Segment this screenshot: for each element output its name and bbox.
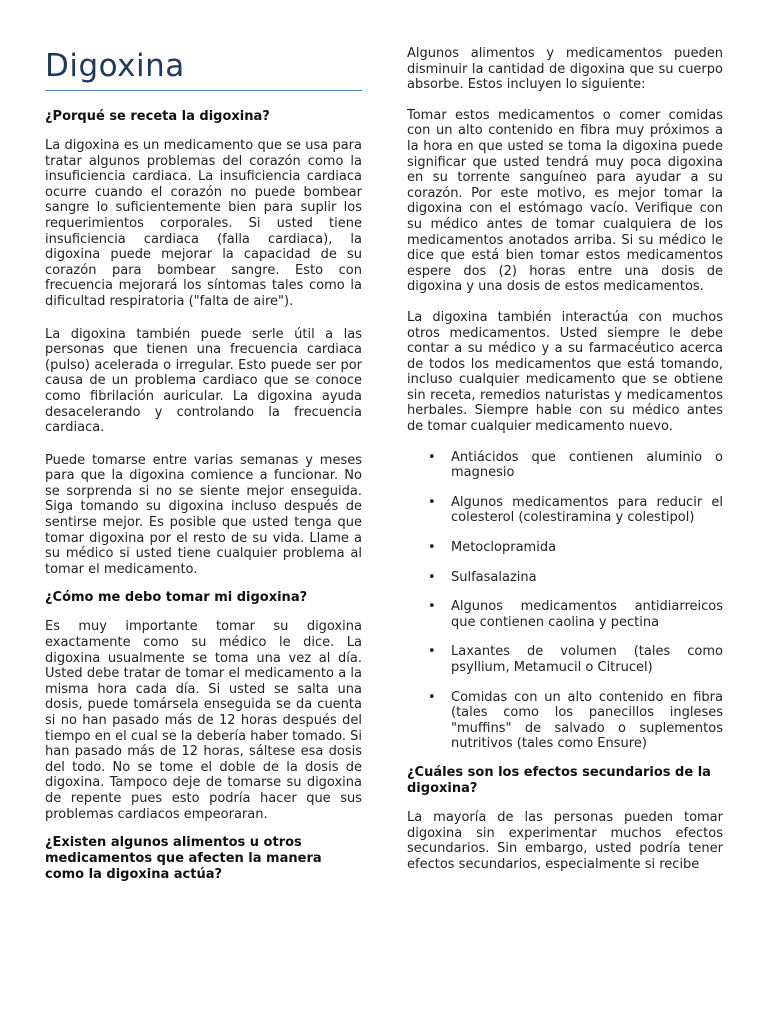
page-title: Digoxina (45, 47, 362, 91)
list-item: • Comidas con un alto contenido en fibra (tales como los panecillos ingleses "muffins" de salvado o suplementos nutritivos (tales como Ensure) (407, 690, 723, 752)
paragraph-what-is: La digoxina es un medicamento que se usa para tratar algunos problemas del corazón como la insuficiencia cardiaca. La insuficiencia cardiaca ocurre cuando el corazón no puede bombear sangre lo suficientemente bien para suplir los requerimientos corporales. Si usted tiene insuficiencia cardiaca (falla cardiaca), la digoxina puede mejorar la capacidad de su corazón para bombear sangre. Esto con frecuencia mejorará los síntomas tales como la dificultad respiratoria ("falta de aire"). (45, 138, 362, 309)
list-item: • Laxantes de volumen (tales como psyllium, Metamucil o Citrucel) (407, 644, 723, 675)
interaction-list (407, 450, 723, 752)
paragraph-side-effects: La mayoría de las personas pueden tomar digoxina sin experimentar muchos efectos secundarios. Sin embargo, usted podría tener efectos secundarios, especialmente si recibe (407, 809, 723, 872)
list-item: • Algunos medicamentos antidiarreicos que contienen caolina y pectina (407, 599, 723, 630)
paragraph-dosing: Es muy importante tomar su digoxina exactamente como su médico le dice. La digoxina usualmente se toma una vez al día. Usted debe tratar de tomar el medicamento a la misma hora cada día. Si usted se salta una dosis, puede tomársela enseguida se da cuenta si no han pasado más de 12 horas después del tiempo en el cual se la debería haber tomado. Si han pasado más de 12 horas, sáltese esa dosis del todo. No se tome el doble de la dosis de digoxina. Tampoco deje de tomarse su digoxina de repente pues esto podría hacer que sus problemas cardiacos empeoraran. (45, 619, 362, 822)
section-heading-side-effects: ¿Cuáles son los efectos secundarios de la digoxina? (407, 764, 711, 796)
paragraph-heart-rate: La digoxina también puede serle útil a las personas que tienen una frecuencia cardiaca (pulso) acelerada o irregular. Esto puede ser por causa de un problema cardiaco que se conoce como fibrilación auricular. La digoxina ayuda desacelerando y controlando la frecuencia cardiaca. (45, 326, 362, 436)
left-column (45, 0, 362, 883)
list-item: • Antiácidos que contienen aluminio o magnesio (407, 450, 723, 481)
paragraph-fiber-timing: Tomar estos medicamentos o comer comidas con un alto contenido en fibra muy próximos a la hora en que usted se toma la digoxina puede significar que usted tendrá muy poca digoxina en su torrente sanguíneo para ayudar a su corazón. Por este motivo, es mejor tomar la digoxina con el estómago vacío. Verifique con su médico antes de tomar cualquiera de los medicamentos anotados arriba. Si su médico le dice que está bien tomar estos medicamentos espere dos (2) horas entre una dosis de digoxina y una dosis de estos medicamentos. (407, 107, 723, 295)
list-item: • Algunos medicamentos para reducir el colesterol (colestiramina y colestipol) (407, 495, 723, 526)
list-item: • Sulfasalazina (407, 570, 723, 586)
section-heading-how-to-take: ¿Cómo me debo tomar mi digoxina? (45, 590, 308, 606)
paragraph-time-to-work: Puede tomarse entre varias semanas y meses para que la digoxina comience a funcionar. No se sorprenda si no se siente mejor enseguida. Siga tomando su digoxina incluso después de sentirse mejor. Es posible que usted tenga que tomar digoxina por el resto de su vida. Llame a su médico si usted tiene cualquier problema al tomar el medicamento. (45, 452, 362, 577)
paragraph-other-interactions: La digoxina también interactúa con muchos otros medicamentos. Usted siempre le debe contar a su médico y a su farmacéutico acerca de todos los medicamentos que está tomando, incluso cualquier medicamento que se obtiene sin receta, remedios naturistas y medicamentos herbales. Siempre hable con su médico antes de tomar cualquier medicamento nuevo. (407, 309, 723, 435)
section-heading-interactions: ¿Existen algunos alimentos u otros medicamentos que afecten la manera como la digoxina actúa? (45, 835, 322, 883)
paragraph-absorption: Algunos alimentos y medicamentos pueden disminuir la cantidad de digoxina que su cuerpo absorbe. Estos incluyen lo siguiente: (407, 46, 723, 93)
right-column (407, 0, 723, 872)
section-heading-why: ¿Porqué se receta la digoxina? (45, 109, 270, 124)
list-item: • Metoclopramida (407, 540, 723, 556)
